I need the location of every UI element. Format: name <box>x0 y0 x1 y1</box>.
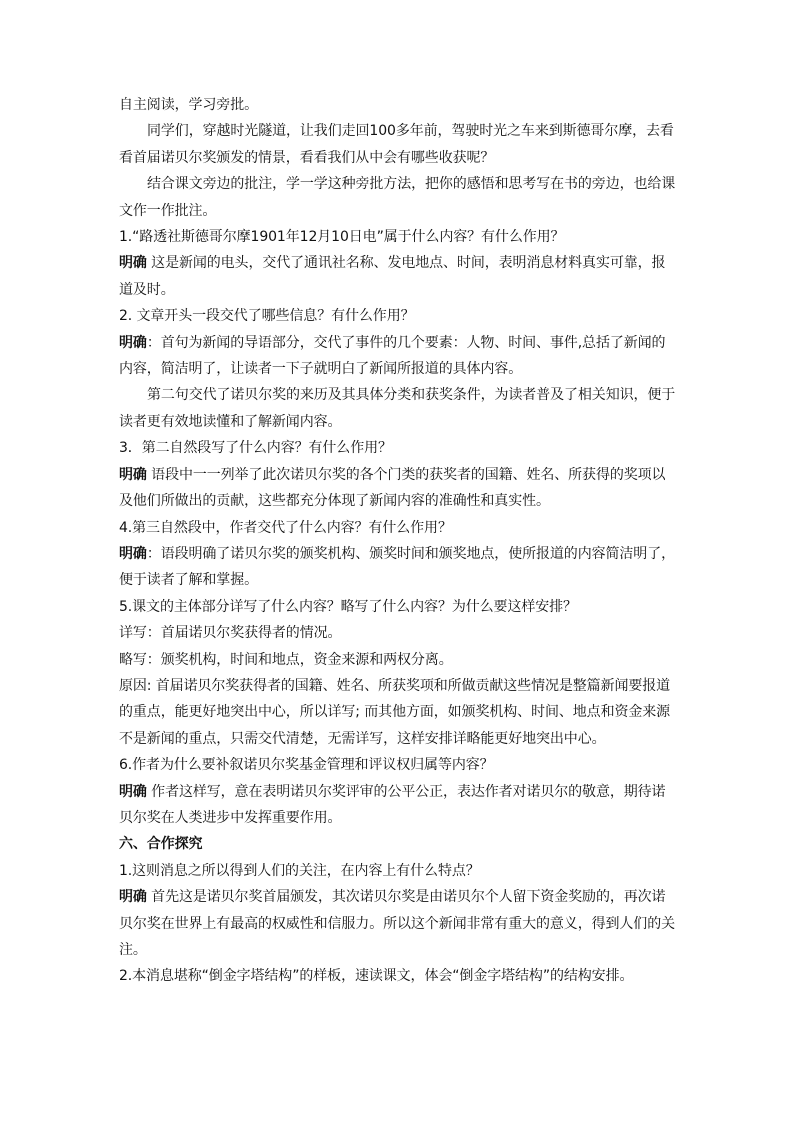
text-line <box>119 831 679 857</box>
text-line <box>119 699 679 725</box>
bold-label: 明确 <box>119 255 147 272</box>
text-line <box>119 594 679 620</box>
text-line <box>119 356 679 382</box>
line-text: 首先这是诺贝尔奖首届颁发，其次诺贝尔奖是由诺贝尔个人留下资金奖励的，再次诺 <box>146 889 666 906</box>
line-text: 读者更有效地读懂和了解新闻内容。 <box>119 413 342 430</box>
text-line <box>119 647 679 673</box>
line-text: 结合课文旁边的批注，学一学这种旁批方法，把你的感悟和思考写在书的旁边，也给课 <box>147 176 676 193</box>
line-text: 不是新闻的重点，只需交代清楚，无需详写，这样安排详略能更好地突出中心。 <box>119 730 606 747</box>
text-line <box>119 145 679 171</box>
line-text: 5.课文的主体部分详写了什么内容？略写了什么内容？为什么要这样安排？ <box>119 598 577 615</box>
line-text: 略写：颁奖机构，时间和地点，资金来源和两权分离。 <box>119 651 453 668</box>
text-line <box>119 382 679 408</box>
line-text: 原因: 首届诺贝尔奖获得者的国籍、姓名、所获奖项和所做贡献这些情况是整篇新闻要报道 <box>119 677 671 694</box>
text-line <box>119 937 679 963</box>
line-text: 语段中一一列举了此次诺贝尔奖的各个门类的获奖者的国籍、姓名、所获得的奖项以 <box>146 466 666 483</box>
line-text: 及他们所做出的贡献，这些都充分体现了新闻内容的准确性和真实性。 <box>119 493 550 510</box>
text-line <box>119 409 679 435</box>
line-text: 的重点，能更好地突出中心，所以详写; 而其他方面，如颁奖机构、时间、地点和资金来源 <box>119 704 671 721</box>
text-line <box>119 250 679 276</box>
line-text: ：首句为新闻的导语部分，交代了事件的几个要素：人物、时间、事件,总括了新闻的 <box>146 334 666 351</box>
line-text: 贝尔奖在世界上有最高的权威性和信服力。所以这个新闻非常有重大的意义，得到人们的关 <box>119 915 675 932</box>
text-line <box>119 567 679 593</box>
text-line <box>119 805 679 831</box>
line-text: 内容，简洁明了，让读者一下子就明白了新闻所报道的具体内容。 <box>119 361 523 378</box>
text-line <box>119 726 679 752</box>
line-text: 2. 文章开头一段交代了哪些信息？有什么作用？ <box>119 308 415 325</box>
text-line <box>119 884 679 910</box>
text-line <box>119 515 679 541</box>
line-text: 1.这则消息之所以得到人们的关注，在内容上有什么特点？ <box>119 862 480 879</box>
text-line <box>119 488 679 514</box>
text-line <box>119 330 679 356</box>
text-line <box>119 435 679 461</box>
line-text: 6.作者为什么要补叙诺贝尔奖基金管理和评议权归属等内容？ <box>119 757 494 774</box>
line-text: 1.“路透社斯德哥尔摩1901年12月10日电”属于什么内容？有什么作用？ <box>119 229 565 246</box>
text-line <box>119 277 679 303</box>
line-text: 便于读者了解和掌握。 <box>119 572 258 589</box>
text-line <box>119 118 679 144</box>
text-line <box>119 963 679 989</box>
text-line <box>119 198 679 224</box>
text-line <box>119 620 679 646</box>
line-text: 4.第三自然段中，作者交代了什么内容？有什么作用？ <box>119 519 452 536</box>
text-line <box>119 673 679 699</box>
text-line <box>119 779 679 805</box>
line-text: ：语段明确了诺贝尔奖的颁奖机构、颁奖时间和颁奖地点，使所报道的内容简洁明了， <box>146 545 676 562</box>
line-text: 文作一作批注。 <box>119 202 217 219</box>
bold-label: 明确 <box>119 545 147 562</box>
line-text: 作者这样写，意在表明诺贝尔奖评审的公平公正，表达作者对诺贝尔的敬意，期待诺 <box>146 783 666 800</box>
line-text: 注。 <box>119 942 147 958</box>
line-text: 这是新闻的电头，交代了通讯社名称、发电地点、时间，表明消息材料真实可靠，报 <box>146 255 666 272</box>
line-text: 贝尔奖在人类进步中发挥重要作用。 <box>119 809 342 826</box>
line-text: 2.本消息堪称“倒金字塔结构”的样板，速读课文，体会“倒金字塔结构”的结构安排。 <box>119 968 634 985</box>
line-text: 道及时。 <box>119 281 175 298</box>
line-text: 第二句交代了诺贝尔奖的来历及其具体分类和获奖条件，为读者普及了相关知识，便于 <box>147 387 676 404</box>
bold-label: 明确 <box>119 783 147 800</box>
text-line <box>119 911 679 937</box>
text-line <box>119 92 679 118</box>
text-line <box>119 171 679 197</box>
document-body <box>119 92 679 990</box>
bold-label: 明确 <box>119 334 147 351</box>
text-line <box>119 462 679 488</box>
text-line <box>119 752 679 778</box>
text-line <box>119 858 679 884</box>
line-text: 3．第二自然段写了什么内容？有什么作用？ <box>119 440 392 457</box>
bold-label: 明确 <box>119 889 147 906</box>
text-line <box>119 224 679 250</box>
line-text: 看首届诺贝尔奖颁发的情景，看看我们从中会有哪些收获呢？ <box>119 149 495 166</box>
bold-label: 六、合作探究 <box>119 836 203 853</box>
text-line <box>119 541 679 567</box>
text-line <box>119 303 679 329</box>
bold-label: 明确 <box>119 466 147 483</box>
line-text: 自主阅读，学习旁批。 <box>119 97 258 113</box>
line-text: 同学们，穿越时光隧道，让我们走回100多年前，驾驶时光之车来到斯德哥尔摩，去看 <box>147 123 674 140</box>
line-text: 详写：首届诺贝尔奖获得者的情况。 <box>119 625 342 642</box>
